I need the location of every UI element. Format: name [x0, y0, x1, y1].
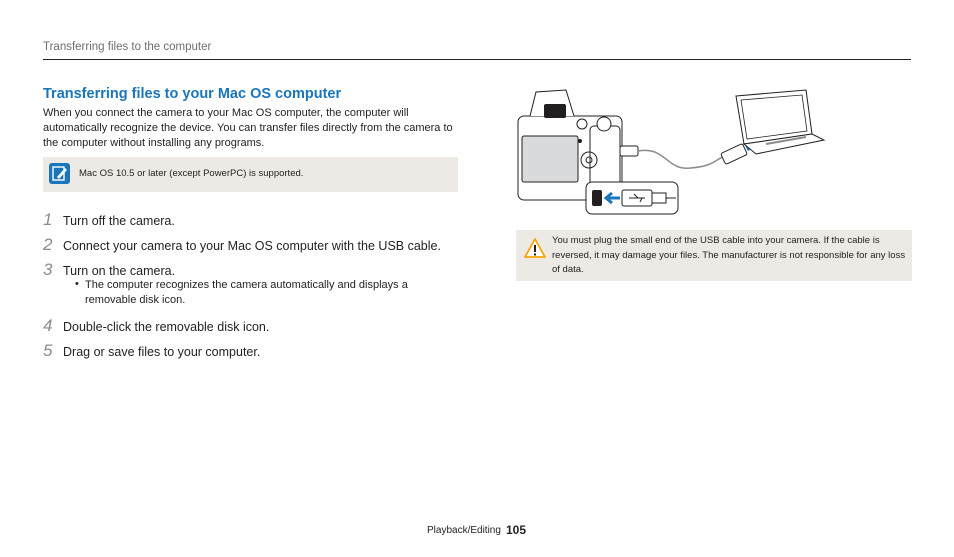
section-title: Transferring files to your Mac OS computer — [43, 86, 342, 102]
header-divider — [43, 59, 911, 60]
step-text: Turn off the camera. — [63, 214, 175, 228]
bullet-icon: • — [75, 278, 79, 290]
step-item — [43, 235, 463, 260]
step-item — [43, 260, 463, 278]
step-number: 2 — [43, 235, 53, 254]
step-sub-text: The computer recognizes the camera automatically and displays a removable disk icon. — [85, 279, 408, 306]
step-item — [43, 210, 463, 235]
camera-usb-illustration — [516, 86, 826, 220]
footer-section: Playback/Editing — [427, 525, 501, 536]
laptop-icon — [736, 90, 824, 154]
note-pencil-icon — [49, 163, 70, 184]
step-text: Double-click the removable disk icon. — [63, 320, 270, 334]
step-list — [43, 210, 463, 366]
step-text: Drag or save files to your computer. — [63, 345, 261, 359]
page-number: 105 — [506, 523, 527, 537]
step-sub-item — [43, 278, 463, 316]
usb-port-zoom-icon — [586, 182, 678, 214]
note-box — [43, 157, 458, 192]
warning-triangle-icon — [524, 238, 546, 258]
step-item — [43, 316, 463, 341]
step-number: 3 — [43, 260, 53, 279]
intro-paragraph: When you connect the camera to your Mac OS computer, the computer will automatically recognize the device. You can transfer files directly from the camera to the computer without installing any programs. — [43, 107, 453, 149]
step-text: Turn on the camera. — [63, 264, 176, 278]
running-header: Transferring files to the computer — [43, 41, 212, 53]
step-text: Connect your camera to your Mac OS computer with the USB cable. — [63, 239, 441, 253]
step-item — [43, 341, 463, 366]
warning-text: You must plug the small end of the USB cable into your camera. If the cable is reversed, it may damage your files. The manufacturer is not responsible for any loss of data. — [552, 235, 906, 275]
note-text: Mac OS 10.5 or later (except PowerPC) is supported. — [79, 168, 304, 179]
warning-box — [516, 230, 912, 281]
step-number: 1 — [43, 210, 53, 229]
step-number: 4 — [43, 316, 53, 335]
step-number: 5 — [43, 341, 53, 360]
